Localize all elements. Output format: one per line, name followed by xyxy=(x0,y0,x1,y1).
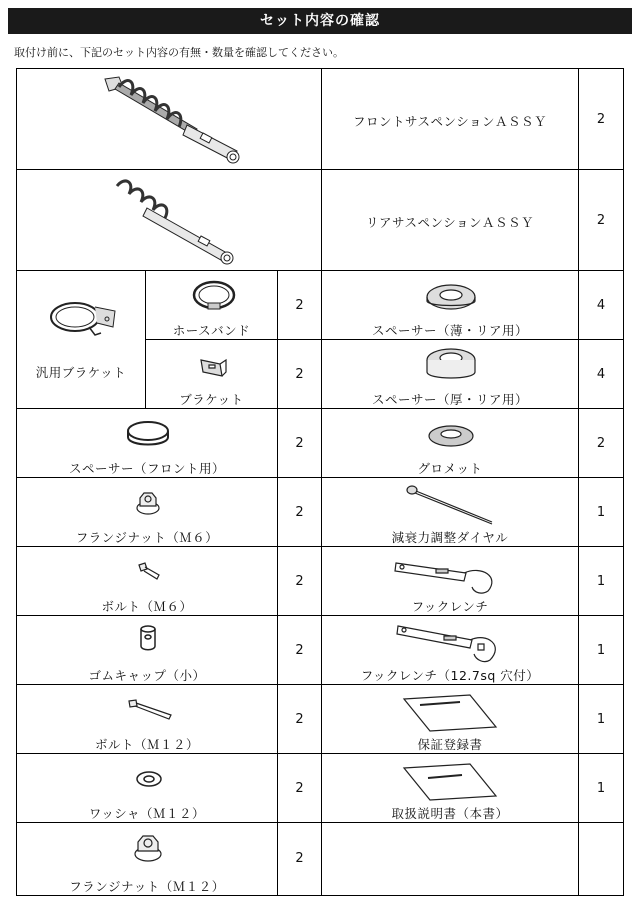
bracket-image-cell xyxy=(145,339,278,409)
washer-m12-qty-cell xyxy=(277,753,322,823)
hose-band-qty-cell xyxy=(277,270,322,340)
hook-wrench-127-qty: 1 xyxy=(596,643,606,658)
rubber-cap-label: ゴムキャップ（小） xyxy=(88,668,206,683)
manual-image-cell xyxy=(321,753,579,823)
hook-wrench-127-label: フックレンチ（12.7sq 穴付） xyxy=(360,668,540,683)
front-assy-qty: 2 xyxy=(596,112,606,127)
spacer-thin-image-cell xyxy=(321,270,579,340)
hose-band-image-cell xyxy=(145,270,278,340)
rubber-cap-qty: 2 xyxy=(295,643,304,658)
warranty-image-cell xyxy=(321,684,579,754)
spacer-thick-label: スペーサー（厚・リア用） xyxy=(371,392,528,407)
intro-text: 取付け前に、下記のセット内容の有無・数量を確認してください。 xyxy=(14,46,344,59)
warranty-label: 保証登録書 xyxy=(417,737,483,752)
grommet-label: グロメット xyxy=(417,461,483,476)
damping-dial-label: 減衰力調整ダイヤル xyxy=(391,530,509,545)
spacer-thick-illustration xyxy=(425,348,477,384)
bracket-illustration xyxy=(198,356,228,382)
hook-wrench-image-cell xyxy=(321,546,579,616)
flange-nut-m12-label: フランジナット（Ｍ１２） xyxy=(69,879,225,894)
manual-illustration xyxy=(400,762,500,802)
rear-assy-qty: 2 xyxy=(596,213,606,228)
bolt-m12-qty-cell xyxy=(277,684,322,754)
spacer-front-label: スペーサー（フロント用） xyxy=(68,461,225,476)
spacer-thin-qty-cell xyxy=(578,270,624,340)
spacer-thin-qty: 4 xyxy=(596,298,606,313)
rubber-cap-illustration xyxy=(139,624,157,652)
bolt-m12-illustration xyxy=(127,699,173,721)
bolt-m6-qty-cell xyxy=(277,546,322,616)
warranty-qty-cell xyxy=(578,684,624,754)
bracket-label: ブラケット xyxy=(179,392,244,407)
rear-suspension-illustration xyxy=(107,178,247,268)
front-assy-name-cell xyxy=(321,68,579,170)
page-title: セット内容の確認 xyxy=(8,8,632,34)
flange-nut-m6-label: フランジナット（Ｍ６） xyxy=(75,530,219,545)
spacer-thick-image-cell xyxy=(321,339,579,409)
spacer-thin-label: スペーサー（薄・リア用） xyxy=(371,323,528,338)
grommet-qty: 2 xyxy=(596,436,606,451)
general-bracket-illustration xyxy=(49,293,119,343)
bracket-qty: 2 xyxy=(295,367,304,382)
flange-nut-m12-image-cell xyxy=(16,822,278,896)
general-bracket-cell xyxy=(16,270,146,409)
spacer-thick-qty-cell xyxy=(578,339,624,409)
spacer-thin-illustration xyxy=(425,283,477,313)
damping-dial-qty-cell xyxy=(578,477,624,547)
hook-wrench-127-illustration xyxy=(394,622,504,664)
flange-nut-m12-qty: 2 xyxy=(295,851,304,866)
washer-m12-qty: 2 xyxy=(295,781,304,796)
flange-nut-m6-qty: 2 xyxy=(295,505,304,520)
manual-qty-cell xyxy=(578,753,624,823)
rear-assy-label: リアサスペンションＡＳＳＹ xyxy=(366,215,534,230)
warranty-qty: 1 xyxy=(596,712,606,727)
bolt-m6-illustration xyxy=(137,561,163,581)
warranty-card-illustration xyxy=(400,693,500,733)
front-assy-qty-cell xyxy=(578,68,624,170)
grommet-illustration xyxy=(427,423,475,449)
bolt-m12-image-cell xyxy=(16,684,278,754)
flange-nut-m12-qty-cell xyxy=(277,822,322,896)
spacer-front-image-cell xyxy=(16,408,278,478)
damping-dial-qty: 1 xyxy=(596,505,606,520)
damping-dial-illustration xyxy=(406,484,496,528)
manual-label: 取扱説明書（本書） xyxy=(391,806,509,821)
spacer-thick-qty: 4 xyxy=(596,367,606,382)
rubber-cap-image-cell xyxy=(16,615,278,685)
damping-dial-image-cell xyxy=(321,477,579,547)
rubber-cap-qty-cell xyxy=(277,615,322,685)
hook-wrench-label: フックレンチ xyxy=(411,599,489,614)
flange-nut-m6-illustration xyxy=(135,490,161,516)
hose-band-qty: 2 xyxy=(295,298,304,313)
bolt-m6-image-cell xyxy=(16,546,278,616)
grommet-image-cell xyxy=(321,408,579,478)
empty-qty-cell xyxy=(578,822,624,896)
hook-wrench-qty-cell xyxy=(578,546,624,616)
hook-wrench-127-qty-cell xyxy=(578,615,624,685)
rear-assy-name-cell xyxy=(321,169,579,271)
bolt-m6-label: ボルト（Ｍ６） xyxy=(101,599,193,614)
rear-assy-qty-cell xyxy=(578,169,624,271)
hook-wrench-qty: 1 xyxy=(596,574,606,589)
bracket-qty-cell xyxy=(277,339,322,409)
front-assy-image-cell xyxy=(16,68,322,170)
empty-name-cell xyxy=(321,822,579,896)
spacer-front-qty-cell xyxy=(277,408,322,478)
general-bracket-label: 汎用ブラケット xyxy=(35,365,127,380)
hose-band-illustration xyxy=(192,279,236,311)
hook-wrench-illustration xyxy=(392,557,502,597)
grommet-qty-cell xyxy=(578,408,624,478)
manual-qty: 1 xyxy=(596,781,606,796)
hook-wrench-127-image-cell xyxy=(321,615,579,685)
washer-m12-image-cell xyxy=(16,753,278,823)
flange-nut-m12-illustration xyxy=(133,833,163,863)
washer-m12-label: ワッシャ（Ｍ１２） xyxy=(88,806,206,821)
rear-assy-image-cell xyxy=(16,169,322,271)
bolt-m6-qty: 2 xyxy=(295,574,304,589)
spacer-front-illustration xyxy=(125,419,171,449)
hose-band-label: ホースバンド xyxy=(172,323,251,338)
front-assy-label: フロントサスペンションＡＳＳＹ xyxy=(353,114,547,129)
spacer-front-qty: 2 xyxy=(295,436,304,451)
flange-nut-m6-qty-cell xyxy=(277,477,322,547)
bolt-m12-qty: 2 xyxy=(295,712,304,727)
flange-nut-m6-image-cell xyxy=(16,477,278,547)
front-suspension-illustration xyxy=(97,73,247,169)
washer-m12-illustration xyxy=(135,770,163,788)
bolt-m12-label: ボルト（Ｍ１２） xyxy=(94,737,199,752)
